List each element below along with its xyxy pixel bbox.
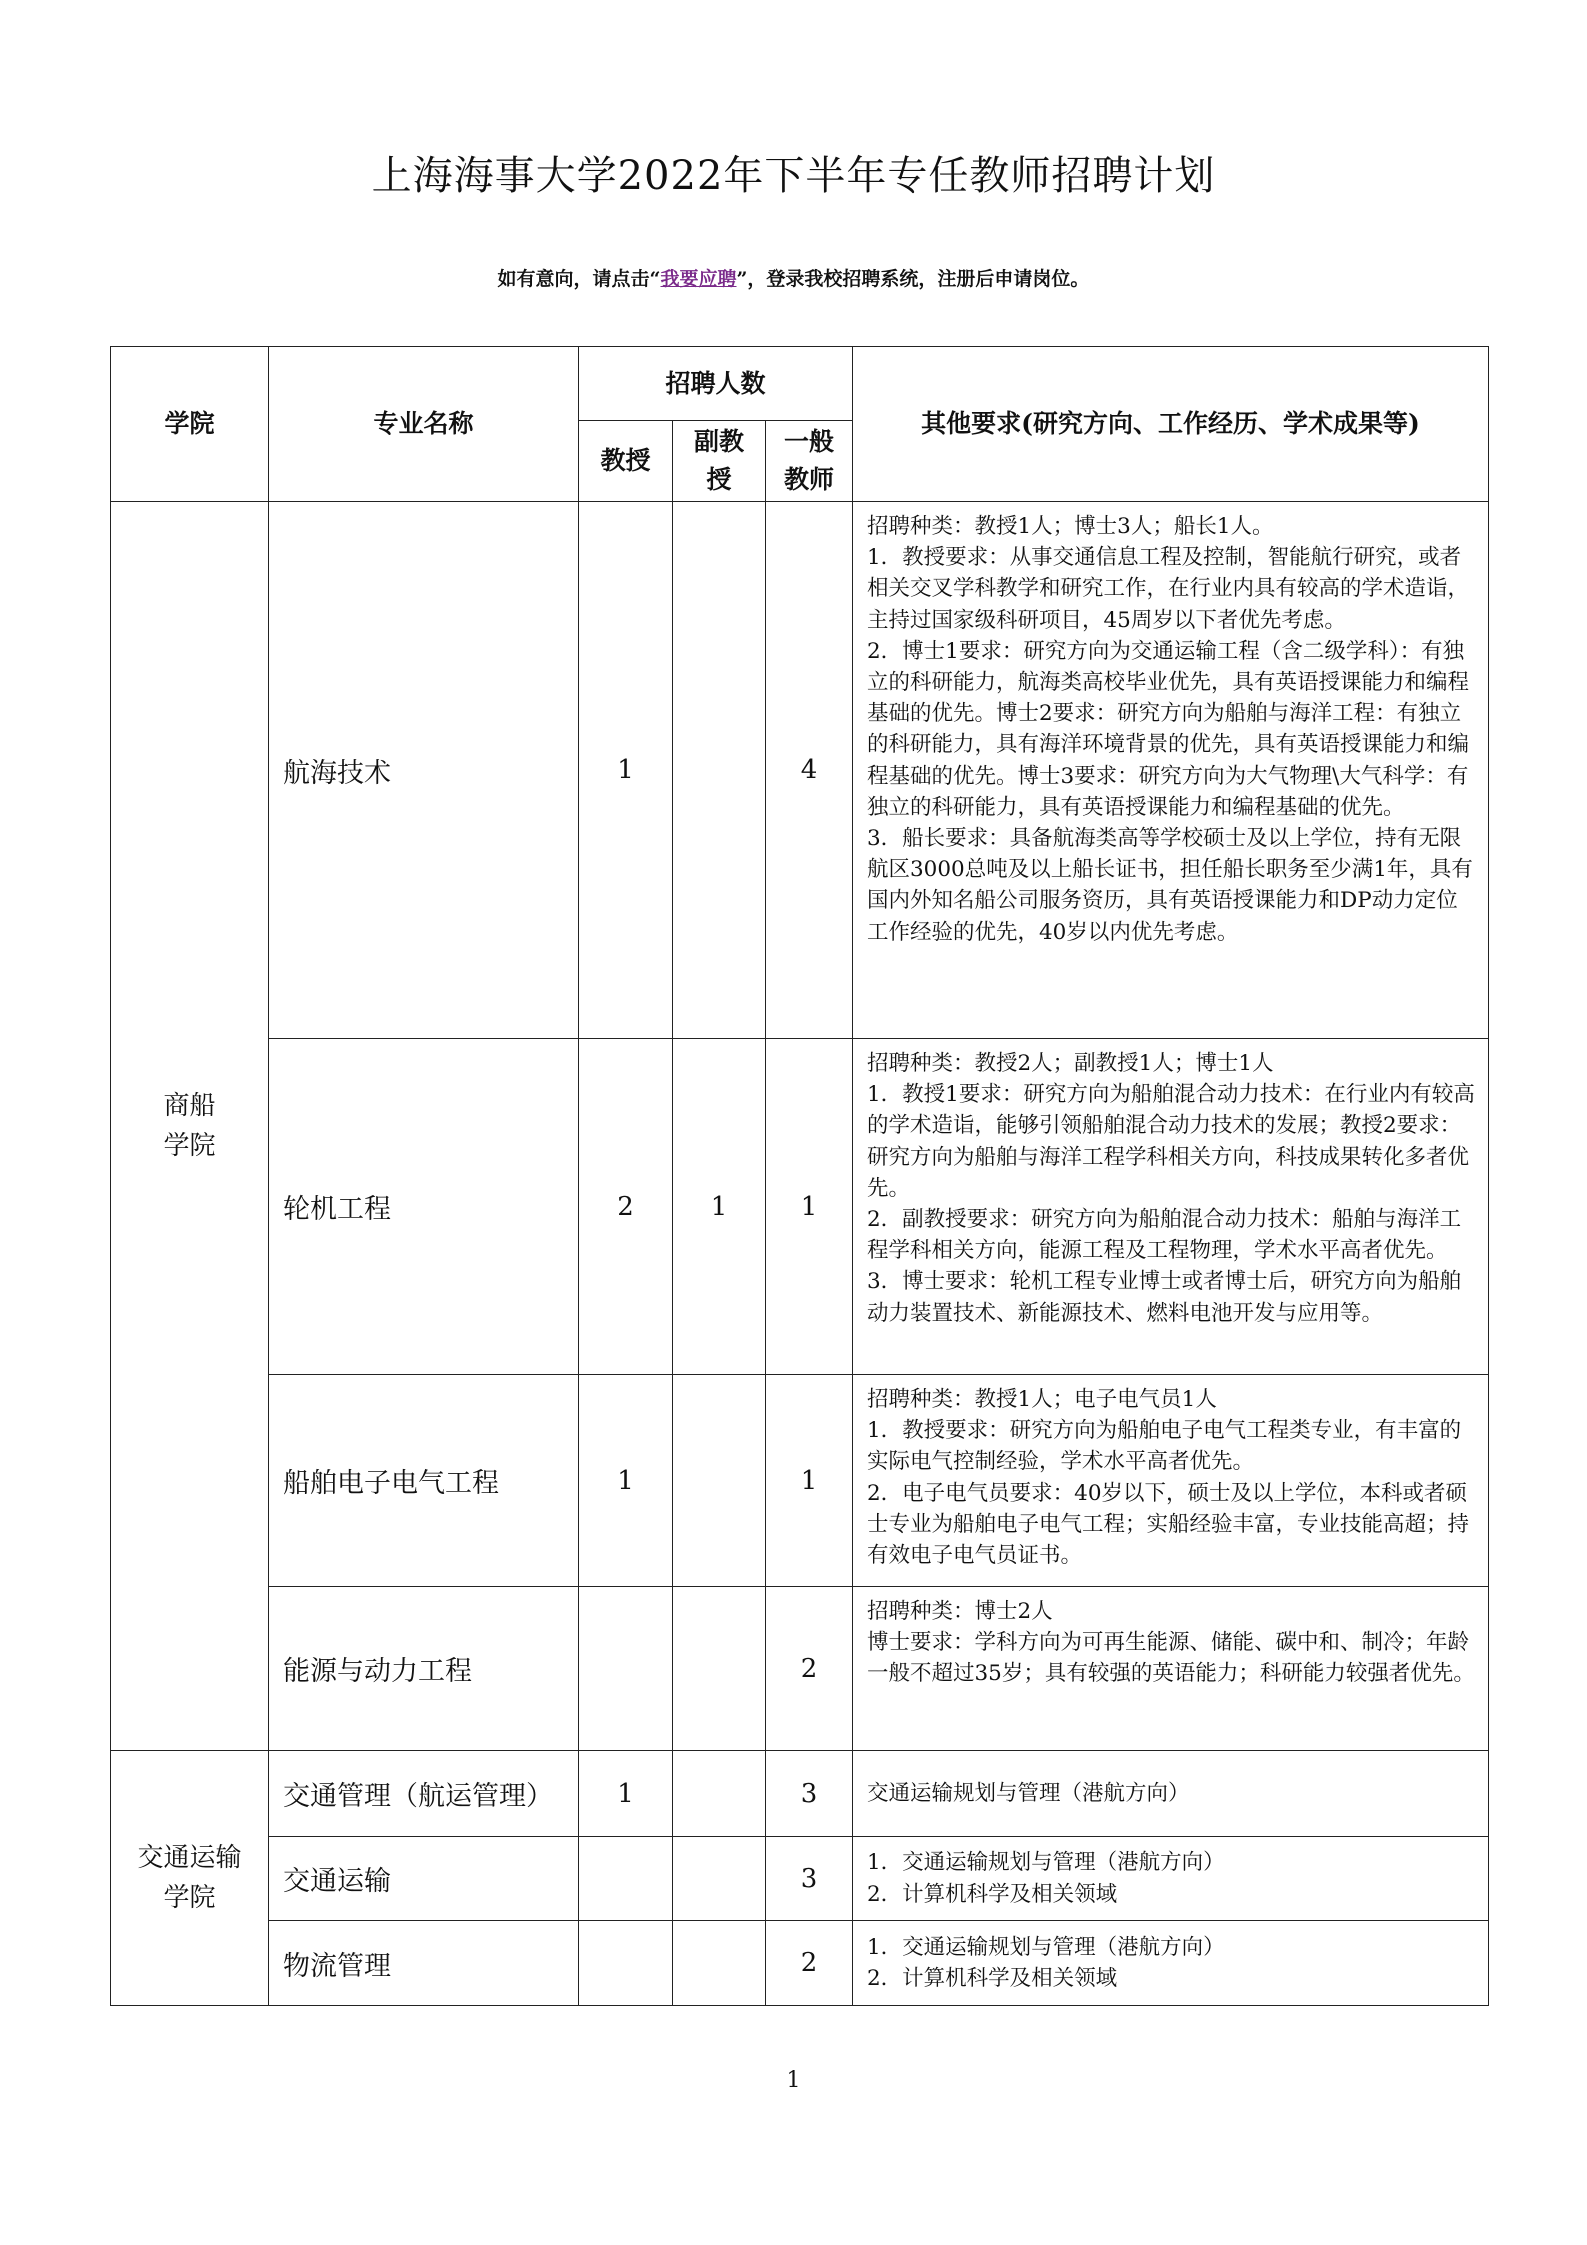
notice-text-before: 如有意向，请点击“ (497, 268, 661, 290)
requirement-line: 1．教授要求：从事交通信息工程及控制，智能航行研究，或者相关交叉学科教学和研究工作，在行业内具有较高的学术造诣，主持过国家级科研项目，45周岁以下者优先考虑。 (867, 545, 1470, 633)
table-row (111, 1921, 1489, 2006)
requirement-line: 2．电子电气员要求：40岁以下，硕士及以上学位，本科或者硕士专业为船舶电子电气工程；实船经验丰富，专业技能高超；持有效电子电气员证书。 (867, 1480, 1470, 1569)
header-lecturer: 一般教师 (766, 421, 853, 502)
page-title: 上海海事大学2022年下半年专任教师招聘计划 (371, 153, 1216, 199)
major-name: 船舶电子电气工程 (269, 1375, 579, 1587)
major-name: 交通运输 (269, 1837, 579, 1921)
header-other-requirements: 其他要求(研究方向、工作经历、学术成果等) (853, 347, 1489, 502)
associate-professor-count: 1 (673, 1039, 766, 1375)
lecturer-count: 1 (766, 1375, 853, 1587)
table-row (111, 1837, 1489, 1921)
requirement-line: 2．计算机科学及相关领域 (867, 1881, 1118, 1907)
major-name: 能源与动力工程 (269, 1587, 579, 1751)
lecturer-count: 4 (766, 502, 853, 1039)
lecturer-count: 3 (766, 1751, 853, 1837)
associate-professor-count (673, 1751, 766, 1837)
apply-link[interactable]: 我要应聘 (660, 268, 737, 290)
requirements-cell (853, 1837, 1489, 1921)
requirement-line: 交通运输规划与管理（港航方向） (867, 1780, 1190, 1806)
requirement-line: 招聘种类：教授2人；副教授1人；博士1人 (867, 1051, 1274, 1076)
college-name: 商船学院 (111, 502, 269, 1751)
major-name: 物流管理 (269, 1921, 579, 2006)
major-name: 交通管理（航运管理） (269, 1751, 579, 1837)
table-row (111, 502, 1489, 1039)
requirement-line: 3．博士要求：轮机工程专业博士或者博士后，研究方向为船舶动力装置技术、新能源技术、燃料电池开发与应用等。 (867, 1269, 1462, 1326)
associate-professor-count (673, 502, 766, 1039)
application-notice (0, 264, 1587, 294)
requirement-line: 招聘种类：教授1人；电子电气员1人 (867, 1387, 1217, 1412)
recruitment-plan-table (110, 346, 1489, 2006)
requirements-cell (853, 1921, 1489, 2006)
requirements-cell (853, 1375, 1489, 1587)
page-number: 1 (786, 2068, 801, 2093)
lecturer-count: 1 (766, 1039, 853, 1375)
requirement-line: 3．船长要求：具备航海类高等学校硕士及以上学位，持有无限航区3000总吨及以上船长证书，担任船长职务至少满1年，具有国内外知名船公司服务资历，具有英语授课能力和DP动力定位工作经验的优先，40岁以内优先考虑。 (867, 826, 1473, 945)
requirement-line: 1．教授要求：研究方向为船舶电子电气工程类专业，有丰富的实际电气控制经验，学术水平高者优先。 (867, 1418, 1462, 1475)
professor-count (579, 1921, 673, 2006)
professor-count: 2 (579, 1039, 673, 1375)
table-row (111, 1751, 1489, 1837)
major-name: 轮机工程 (269, 1039, 579, 1375)
professor-count (579, 1837, 673, 1921)
requirement-line: 1．交通运输规划与管理（港航方向） (867, 1850, 1225, 1876)
associate-professor-count (673, 1837, 766, 1921)
requirements-cell (853, 1587, 1489, 1751)
header-professor: 教授 (579, 421, 673, 502)
associate-professor-count (673, 1587, 766, 1751)
associate-professor-count (673, 1375, 766, 1587)
requirement-line: 博士要求：学科方向为可再生能源、储能、碳中和、制冷；年龄一般不超过35岁；具有较强的英语能力；科研能力较强者优先。 (867, 1630, 1475, 1687)
requirement-line: 2．计算机科学及相关领域 (867, 1966, 1118, 1991)
requirement-line: 招聘种类：教授1人；博士3人；船长1人。 (867, 514, 1274, 539)
major-name: 航海技术 (269, 502, 579, 1039)
header-major: 专业名称 (269, 347, 579, 502)
requirement-line: 1．教授1要求：研究方向为船舶混合动力技术：在行业内有较高的学术造诣，能够引领船舶混合动力技术的发展；教授2要求：研究方向为船舶与海洋工程学科相关方向，科技成果转化多者优先。 (867, 1082, 1475, 1201)
requirements-cell (853, 1039, 1489, 1375)
requirements-cell (853, 502, 1489, 1039)
requirement-line: 1．交通运输规划与管理（港航方向） (867, 1934, 1225, 1960)
header-recruit-count: 招聘人数 (579, 347, 853, 421)
college-name: 交通运输学院 (111, 1751, 269, 2006)
requirement-line: 2．博士1要求：研究方向为交通运输工程（含二级学科）：有独立的科研能力，航海类高校毕业优先，具有英语授课能力和编程基础的优先。博士2要求：研究方向为船舶与海洋工程：有独立的科研能力，具有海洋环境背景的优先，具有英语授课能力和编程基础的优先。博士3要求：研究方向为大气物理\大气科学：有独立的科研能力，具有英语授课能力和编程基础的优先。 (867, 638, 1470, 820)
table-row (111, 1375, 1489, 1587)
table-body (111, 502, 1489, 2006)
professor-count: 1 (579, 1751, 673, 1837)
requirements-cell (853, 1751, 1489, 1837)
header-college: 学院 (111, 347, 269, 502)
professor-count: 1 (579, 1375, 673, 1587)
header-associate-professor: 副教授 (673, 421, 766, 502)
table-row (111, 1039, 1489, 1375)
notice-text-after: ”，登录我校招聘系统，注册后申请岗位。 (736, 268, 1090, 290)
requirement-line: 招聘种类：博士2人 (867, 1599, 1053, 1624)
associate-professor-count (673, 1921, 766, 2006)
professor-count: 1 (579, 502, 673, 1039)
lecturer-count: 2 (766, 1587, 853, 1751)
lecturer-count: 3 (766, 1837, 853, 1921)
lecturer-count: 2 (766, 1921, 853, 2006)
requirement-line: 2．副教授要求：研究方向为船舶混合动力技术：船舶与海洋工程学科相关方向，能源工程及工程物理，学术水平高者优先。 (867, 1207, 1462, 1264)
table-row (111, 1587, 1489, 1751)
professor-count (579, 1587, 673, 1751)
